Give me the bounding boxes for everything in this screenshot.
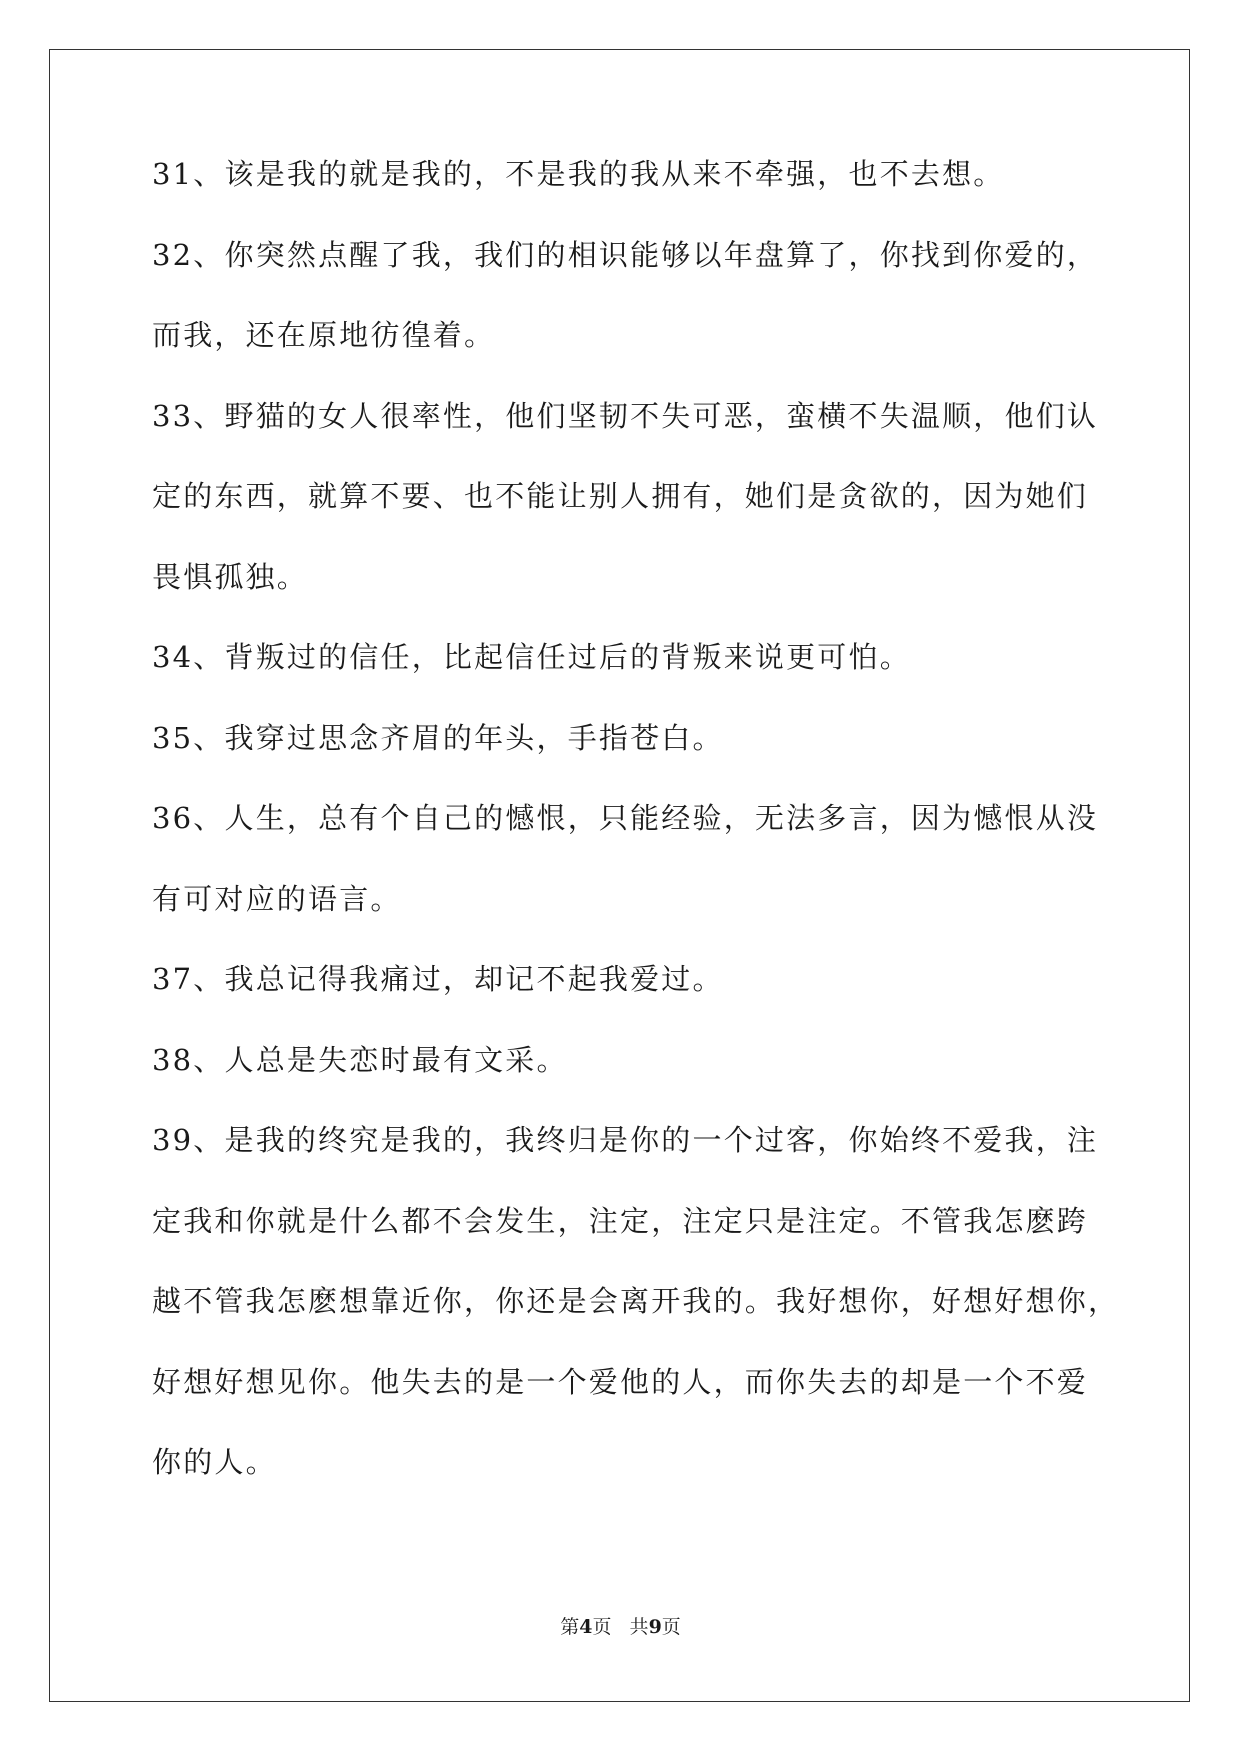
text-line: 而我，还在原地彷徨着。	[152, 318, 496, 352]
text-line: 36、人生，总有个自己的憾恨，只能经验，无法多言，因为憾恨从没	[152, 801, 1099, 835]
text-line: 好想好想见你。他失去的是一个爱他的人，而你失去的却是一个不爱	[152, 1364, 1089, 1399]
text-line: 32、你突然点醒了我，我们的相识能够以年盘算了，你找到你爱的，	[152, 237, 1099, 272]
footer-suffix: 页	[661, 1616, 681, 1638]
text-line: 有可对应的语言。	[152, 881, 402, 916]
text-line: 越不管我怎麽想靠近你，你还是会离开我的。我好想你，好想好想你，	[152, 1284, 1120, 1318]
footer-middle: 页 共	[592, 1616, 649, 1638]
footer-prefix: 第	[560, 1616, 580, 1638]
text-line: 31、该是我的就是我的，不是我的我从来不牵强，也不去想。	[152, 157, 1005, 191]
text-line: 34、背叛过的信任，比起信任过后的背叛来说更可怕。	[152, 640, 911, 674]
text-line: 你的人。	[152, 1445, 277, 1479]
text-line: 畏惧孤独。	[152, 559, 309, 594]
text-line: 35、我穿过思念齐眉的年头，手指苍白。	[152, 720, 724, 755]
current-page-number: 4	[579, 1616, 593, 1638]
text-line: 定我和你就是什么都不会发生，注定，注定只是注定。不管我怎麽跨	[152, 1203, 1089, 1238]
text-line: 33、野猫的女人很率性，他们坚韧不失可恶，蛮横不失温顺，他们认	[152, 398, 1099, 433]
total-pages-number: 9	[648, 1616, 662, 1638]
text-line: 38、人总是失恋时最有文采。	[152, 1042, 568, 1077]
text-line: 定的东西，就算不要、也不能让别人拥有，她们是贪欲的，因为她们	[152, 479, 1089, 513]
document-body	[152, 157, 1120, 1526]
text-line: 39、是我的终究是我的，我终归是你的一个过客，你始终不爱我，注	[152, 1123, 1099, 1157]
text-line: 37、我总记得我痛过，却记不起我爱过。	[152, 962, 724, 996]
page-footer	[0, 1612, 1241, 1639]
